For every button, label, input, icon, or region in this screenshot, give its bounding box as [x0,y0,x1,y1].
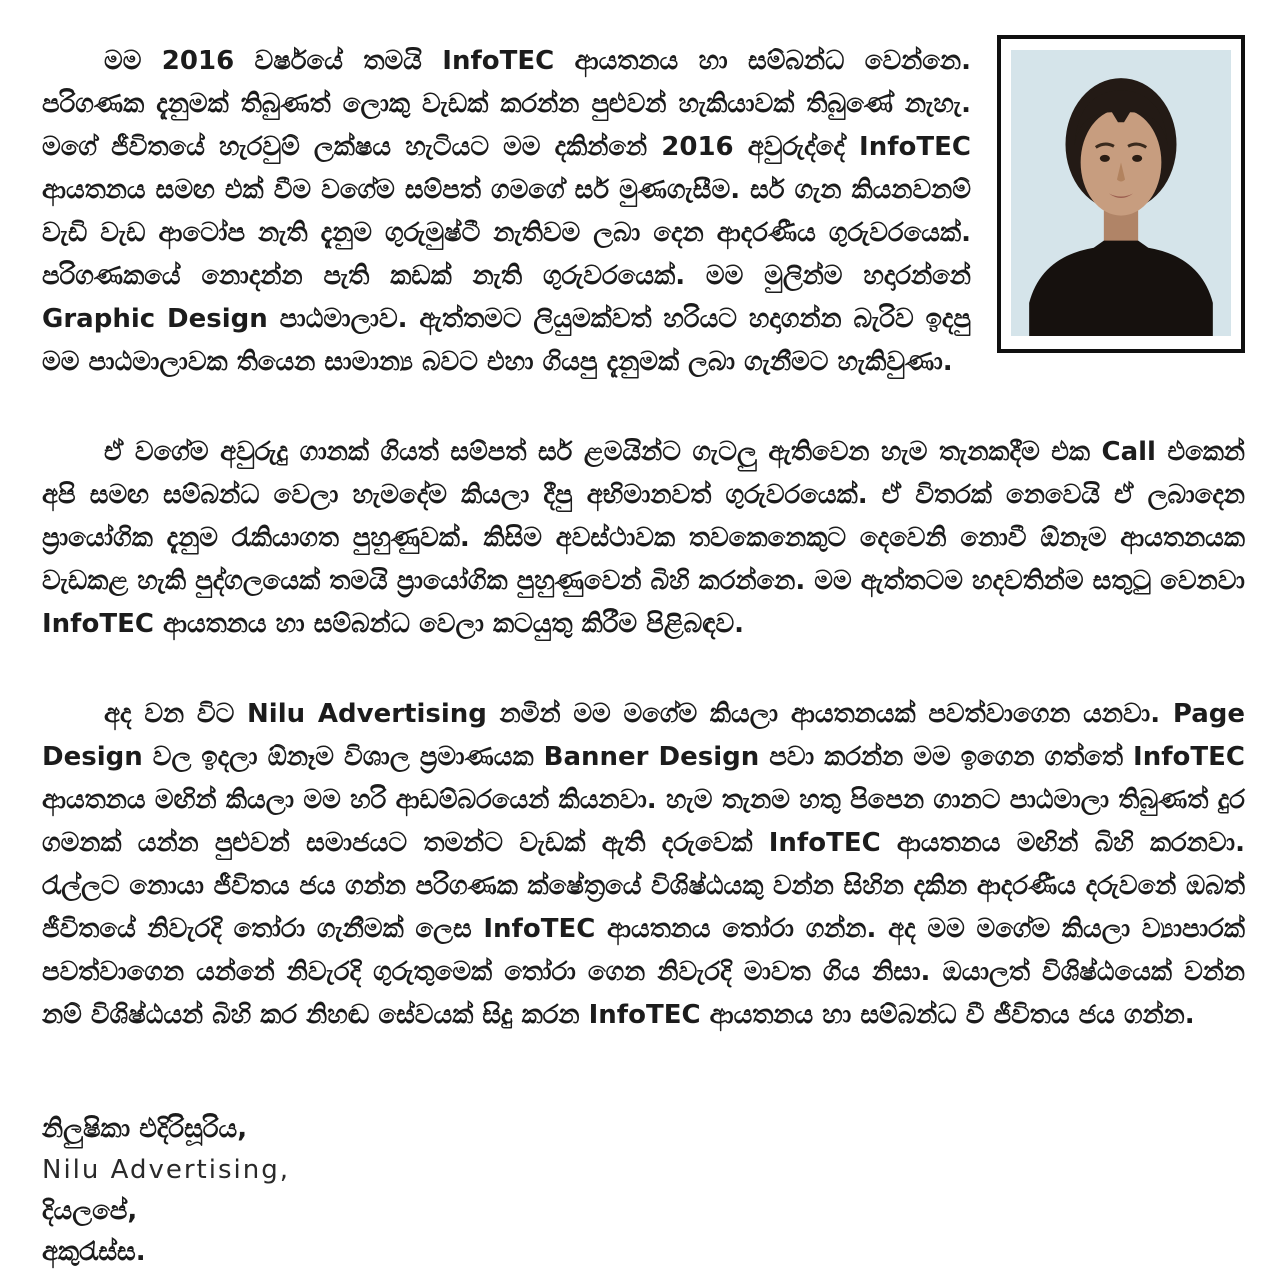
portrait-photo-frame [997,35,1245,353]
portrait-photo [1011,50,1231,336]
left-eye [1100,155,1110,162]
signature-town: දියලපේ, [42,1196,138,1226]
face-shape [1081,109,1162,215]
signature-block [42,1109,1245,1272]
right-eye [1132,155,1142,162]
signature-city: අකුරැස්ස. [42,1237,146,1267]
signature-company: Nilu Advertising, [42,1155,290,1185]
body-paragraph-3: අද වන විට Nilu Advertising නමින් මම මගේම කියලා ආයතනයක් පවත්වාගෙන යනවා. Page Design වල ඉදලා ඕනෑම විශාල ප්‍රමාණයක Banner Design පවා කරන්න මම ඉගෙන ගත්තේ InfoTEC ආයතනය මඟින් කියලා මම හරි ආඩම්බරයෙන් කියනවා. හැම තැනම හතු පිපෙන ගානට පාඨමාලා තිබුණත් දුර ගමනක් යන්න පුළුවන් සමාජයට තමන්ට වැඩක් ඇති දරුවෙක් InfoTEC ආයතනය මඟින් බිහි කරනවා. රැල්ලට නොයා ජීවිතය ජය ගන්න පරිගණක ක්ෂේත්‍රයේ විශිෂ්ඨයකු වන්න සිහින දකින ආදරණීය දරුවනේ ඔබත් ජීවිතයේ නිවැරදි තෝරා ගැනීමක් ලෙස InfoTEC ආයතනය තෝරා ගන්න. අද මම මගේම කියලා ව්‍යාපාරක් පවත්වාගෙන යන්නේ නිවැරදි ගුරුතුමෙක් තෝරා ගෙන නිවැරදි මාවත ගිය නිසා. ඔයාලත් විශිෂ්ඨයෙක් වන්න නම් විශිෂ්ඨයන් බිහි කර නිහඬ සේවයක් සිදු කරන InfoTEC ආයතනය හා සම්බන්ධ වී ජීවිතය ජය ගන්න. [42,699,1245,1030]
signature-name: නිලුෂිකා එදිරිසූරිය, [42,1114,248,1144]
body-paragraph-2: ඒ වගේම අවුරුදු ගානක් ගියත් සම්පත් සර් ළමයින්ට ගැටලු ඇතිවෙන හැම තැනකදීම එක Call එකෙන් අපි සමඟ සම්බන්ධ වෙලා හැමදේම කියලා දීපු අභිමානවත් ගුරුවරයෙක්. ඒ විතරක් නෙවෙයි ඒ ලබාදෙන ප්‍රායෝගික දැනුම රැකියාගත පුහුණුවක්. කිසිම අවස්ථාවක තවකෙනෙකුට දෙවෙනි නොවී ඕනෑම ආයතනයක වැඩකළ හැකි පුද්ගලයෙක් තමයි ප්‍රායෝගික පුහුණුවෙන් බිහි කරන්නෙ. මම ඇත්තටම හදවතින්ම සතුටු වෙනවා InfoTEC ආයතනය හා සම්බන්ධ වෙලා කටයුතු කිරීම පිළිබඳව. [42,437,1245,639]
body-paragraph-1: මම 2016 වර්ෂයේ තමයි InfoTEC ආයතනය හා සම්බන්ධ වෙන්නෙ. පරිගණක දැනුමක් තිබුණත් ලොකු වැඩක් කරන්න පුළුවන් හැකියාවක් තිබුණේ නැහැ. මගේ ජීවිතයේ හැරවුම් ලක්ෂය හැටියට මම දකින්නේ 2016 අවුරුද්දේ InfoTEC ආයතනය සමඟ එක් වීම වගේම සම්පත් ගමගේ සර් මුණගැසීම. සර් ගැන කියනවනම් වැඩි වැඩ ආටෝප නැති දැනුම ගුරුමුෂ්ටී නැතිවම ලබා දෙන ආදරණීය ගුරුවරයෙක්. පරිගණකයේ නොදන්න පැති කඩක් නැති ගුරුවරයෙක්. මම මුලින්ම හදාරන්නේ Graphic Design පාඨමාලාව. ඇත්තමට ලියුමක්වත් හරියට හදාගන්න බැරිව ඉදපු මම පාඨමාලාවක තියෙන සාමාන්‍ය බවට එහා ගියපු දැනුමක් ලබා ගැනීමට හැකිවුණා. [42,46,971,377]
